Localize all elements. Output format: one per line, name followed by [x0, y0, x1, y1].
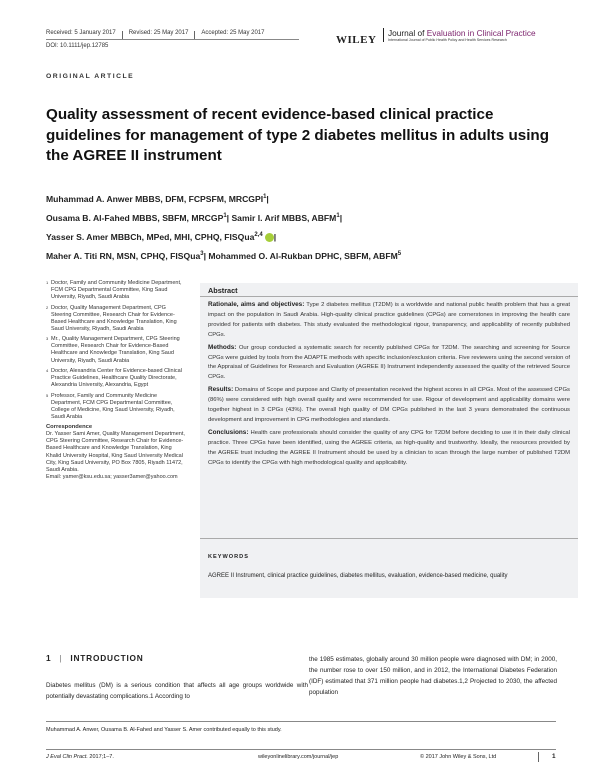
- journal-url[interactable]: wileyonlinelibrary.com/journal/jep: [258, 754, 339, 760]
- footnote-rule: [46, 721, 556, 722]
- abstract-body: [208, 300, 570, 471]
- footer-rule: [46, 749, 556, 750]
- affiliation: 3 Mr., Quality Management Department, CPG Steering Committee, Research Chair for Evidence-Based Healthcare and Knowledge Translation, King Saud University, Riyadh, Saudi Arabia: [46, 336, 180, 364]
- copyright: © 2017 John Wiley & Sons, Ltd: [420, 754, 497, 760]
- page-number: 1: [552, 753, 556, 760]
- abstract-section: Rationale, aims and objectives: Type 2 diabetes mellitus (T2DM) is a worldwide and national public health problem that has a great impact on the population in Saudi Arabia. High-quality clinical practice guidelines (CPGs) are cornerstones in improving the health care provided for patients with diabetes. This study evaluated the methodological rigour, transparency, and applicability of recently published CPGs.: [208, 301, 570, 338]
- affiliation: 4 Doctor, Alexandria Center for Evidence-based Clinical Practice Guidelines, Healthcare Quality Directorate, Alexandria University, Alexandria, Egypt: [46, 367, 182, 389]
- author[interactable]: Mohammed O. Al-Rukban DPHC, SBFM, ABFM$^5$: [208, 251, 402, 261]
- author-line: Maher A. Titi RN, MSN, CPHQ, FISQua$^3$| Mohammed O. Al-Rukban DPHC, SBFM, ABFM$^5$: [46, 251, 402, 261]
- affiliation: 1 Doctor, Family and Community Medicine Department, FCM CPG Departmental Committee, King Saud University, Riyadh, Saudi Arabia: [46, 280, 182, 301]
- author[interactable]: Ousama B. Al-Fahed MBBS, SBFM, MRCGP$^1$: [46, 213, 227, 223]
- abstract-section: Conclusions: Health care professionals should consider the quality of any CPG for T2DM before deciding to use it in their daily clinical practice. Three CPGs have been identified, using the AGREE criteria, as high-quality and trustworthy. Ideally, the resources provided by the AGREE trust including the AGREE II Instrument should be used by a clinician to scan through the large number of published T2DM CPGs to identify the CPGs with high methodological quality and applicability.: [208, 428, 570, 466]
- author[interactable]: Yasser S. Amer MBBCh, MPed, MHI, CPHQ, FISQua$^{2,4}$: [46, 232, 263, 242]
- author-line: Ousama B. Al-Fahed MBBS, SBFM, MRCGP$^1$| Samir I. Arif MBBS, ABFM$^1$|: [46, 213, 343, 223]
- orcid-icon[interactable]: [265, 233, 274, 242]
- publisher-logo: WILEY: [336, 34, 377, 46]
- author-list: [46, 190, 566, 266]
- author-line: Yasser S. Amer MBBCh, MPed, MHI, CPHQ, FISQua$^{2,4}$ |: [46, 232, 277, 242]
- keywords-heading: KEYWORDS: [208, 554, 249, 560]
- author-line: Muhammad A. Anwer MBBS, DFM, FCPSFM, MRCGPI$^1$|: [46, 194, 269, 204]
- accepted-date: Accepted: 25 May 2017: [201, 30, 265, 36]
- correspondence-email[interactable]: Email: yamer@ksu.edu.sa; yasser3amer@yahoo.com: [46, 473, 178, 480]
- correspondence-body: Dr. Yasser Sami Amer, Quality Management Department, CPG Steering Committee, Research Chair for Evidence-Based Healthcare and Knowledge Translation, King Khalid University Hospital, King Saud University Medical City, King Saud University, PO Box 7805, Riyadh 11472, Saudi Arabia.: [46, 431, 185, 473]
- affiliation: 5 Professor, Family and Community Medicine Department, FCM CPG Departmental Committee, College of Medicine, King Saud University, Riyadh, Saudi Arabia: [46, 392, 175, 420]
- author[interactable]: Maher A. Titi RN, MSN, CPHQ, FISQua$^3$: [46, 251, 204, 261]
- abstract-section: Results: Domains of Scope and purpose and Clarity of presentation received the highest scores in all CPGs. Most of the assessed CPGs (86%) were considered with high overall quality and were recommended for use. Rigour of development and applicability domains were together highest in 3 CPGs (43%). The overall high quality of DM CPGs published in the last 3 years demonstrated the continuous development and improvement in CPG methodologies and standards.: [208, 386, 570, 423]
- intro-paragraph-right: the 1985 estimates, globally around 30 million people were diagnosed with DM; in 2000, the number rose to over 150 million, and in 2012, the International Diabetes Federation (IDF) estimated that 371 million people had diabetes.1,2 Projected to 2030, the affected population: [309, 656, 557, 696]
- intro-paragraph-left: Diabetes mellitus (DM) is a serious condition that affects all age groups worldwide with potentially devastating complications.1 According to: [46, 682, 308, 700]
- doi[interactable]: DOI: 10.1111/jep.12785: [46, 43, 109, 49]
- page-separator: [538, 752, 539, 762]
- paper-title: Quality assessment of recent evidence-based clinical practice guidelines for management of type 2 diabetes mellitus in adults using the AGREE II instrument: [46, 106, 549, 164]
- keywords-rule: [200, 538, 578, 539]
- abstract-heading: Abstract: [208, 286, 238, 295]
- abstract-rule: [200, 296, 578, 297]
- affiliation: 2 Doctor, Quality Management Department, CPG Steering Committee, Research Chair for Evidence-Based Healthcare and Knowledge Translation, King Saud University, Riyadh, Saudi Arabia: [46, 304, 177, 332]
- citation: J Eval Clin Pract. 2017;1–7.: [46, 754, 114, 760]
- header-rule: [46, 39, 299, 40]
- received-date: Received: 5 January 2017: [46, 30, 116, 36]
- article-type: ORIGINAL ARTICLE: [46, 73, 135, 80]
- author[interactable]: Samir I. Arif MBBS, ABFM$^1$: [231, 213, 340, 223]
- article-dates: [46, 30, 270, 39]
- abstract-box: [200, 283, 578, 598]
- footnote: Muhammad A. Anwer, Ousama B. Al-Fahed and Yasser S. Amer contributed equally to this study.: [46, 727, 282, 733]
- section-heading: 1 | INTRODUCTION: [46, 653, 144, 663]
- revised-date: Revised: 25 May 2017: [128, 30, 189, 36]
- journal-name: Journal of Evaluation in Clinical Practice: [388, 28, 536, 38]
- affiliations: [46, 280, 186, 481]
- keywords-list: AGREE II Instrument, clinical practice guidelines, diabetes mellitus, evaluation, evidence-based medicine, quality: [208, 573, 508, 579]
- correspondence-heading: Correspondence: [46, 424, 93, 431]
- author[interactable]: Muhammad A. Anwer MBBS, DFM, FCPSFM, MRCGPI$^1$: [46, 194, 267, 204]
- journal-logo: [383, 28, 536, 42]
- journal-subtitle: International Journal of Public Health Policy and Health Services Research: [388, 38, 507, 42]
- abstract-section: Methods: Our group conducted a systematic search for recently published CPGs for T2DM. The searching and screening for Source CPGs were guided by tools from the ADAPTE methods with specific inclusion/exclusion criteria. Five reviewers using the second version of the Appraisal of Guidelines for Research and Evaluation (AGREE II) Instrument independently assessed the quality of the retrieved Source CPGs.: [208, 343, 570, 381]
